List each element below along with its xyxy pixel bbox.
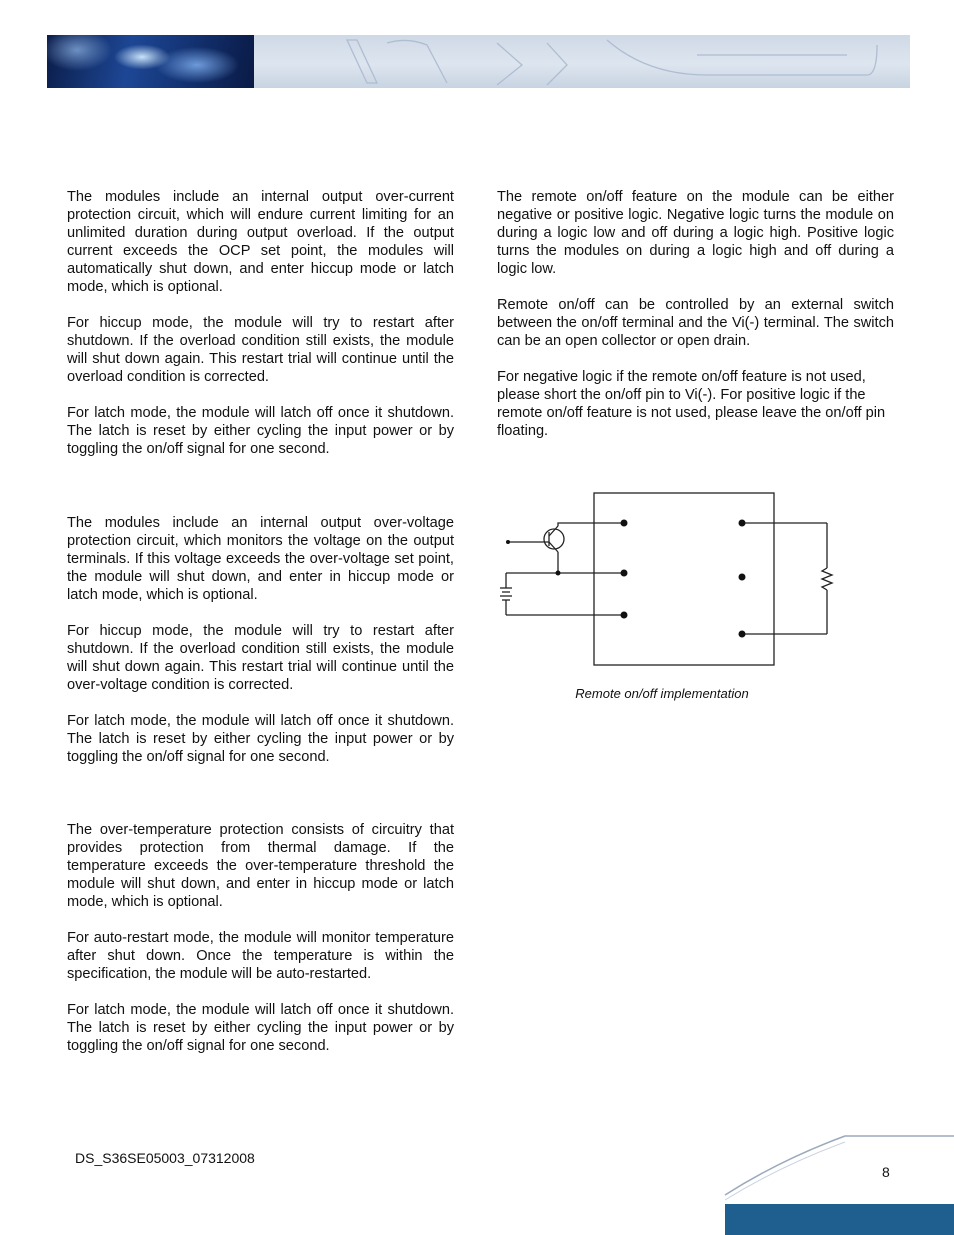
document-id: DS_S36SE05003_07312008 xyxy=(75,1150,255,1166)
header-banner xyxy=(47,35,910,88)
resistor-symbol xyxy=(822,568,832,590)
ovp-paragraph-2: For hiccup mode, the module will try to restart after shutdown. If the overload condition still exists, the module will shut down again. This restart trial will continue until the over-voltage condition is corrected. xyxy=(67,623,454,693)
ocp-section xyxy=(67,188,454,476)
remote-onoff-section xyxy=(497,188,894,458)
ovp-paragraph-3: For latch mode, the module will latch off once it shutdown. The latch is reset by either cycling the input power or by toggling the on/off signal for one second. xyxy=(67,713,454,765)
otp-section xyxy=(67,821,454,1073)
page-number: 8 xyxy=(882,1164,890,1180)
module-box xyxy=(594,493,774,665)
footer-corner-graphic xyxy=(720,1130,954,1235)
remote-onoff-circuit-diagram xyxy=(500,488,840,673)
banner-decoration xyxy=(47,35,910,88)
transistor-symbol xyxy=(544,529,564,549)
ocp-paragraph-1: The modules include an internal output over-current protection circuit, which will endure current limiting for an unlimited duration during output overload. If the output current exceeds the OCP set point, the modules will automatically shut down, and enter hiccup mode or latch mode, which is optional. xyxy=(67,189,454,295)
remote-paragraph-1: The remote on/off feature on the module can be either negative or positive logic. Negative logic turns the module on during a logic low and off during a logic high. Positive logic turns the modules on during a logic high and off during a logic low. xyxy=(497,189,894,277)
remote-paragraph-3: For negative logic if the remote on/off feature is not used, please short the on/off pin to Vi(-). For positive logic if the remote on/off feature is not used, please leave the on/off pin floating. xyxy=(497,369,886,439)
remote-paragraph-2: Remote on/off can be controlled by an external switch between the on/off terminal and the Vi(-) terminal. The switch can be an open collector or open drain. xyxy=(497,297,894,349)
otp-paragraph-1: The over-temperature protection consists of circuitry that provides protection from thermal damage. If the temperature exceeds the over-temperature threshold the module will shut down, and enter in hiccup mode or latch mode, which is optional. xyxy=(67,822,454,910)
ocp-paragraph-3: For latch mode, the module will latch off once it shutdown. The latch is reset by either cycling the input power or by toggling the on/off signal for one second. xyxy=(67,405,454,457)
figure-caption: Remote on/off implementation xyxy=(575,686,749,701)
ovp-paragraph-1: The modules include an internal output over-voltage protection circuit, which monitors the voltage on the output terminals. If this voltage exceeds the over-voltage set point, the module will shut down, and enter in hiccup mode or latch mode, which is optional. xyxy=(67,515,454,603)
otp-paragraph-2: For auto-restart mode, the module will monitor temperature after shut down. Once the temperature is within the specification, the module will be auto-restarted. xyxy=(67,930,454,982)
ocp-paragraph-2: For hiccup mode, the module will try to restart after shutdown. If the overload condition still exists, the module will shut down again. This restart trial will continue until the overload condition is corrected. xyxy=(67,315,454,385)
otp-paragraph-3: For latch mode, the module will latch off once it shutdown. The latch is reset by either cycling the input power or by toggling the on/off signal for one second. xyxy=(67,1002,454,1054)
ovp-section xyxy=(67,514,454,784)
